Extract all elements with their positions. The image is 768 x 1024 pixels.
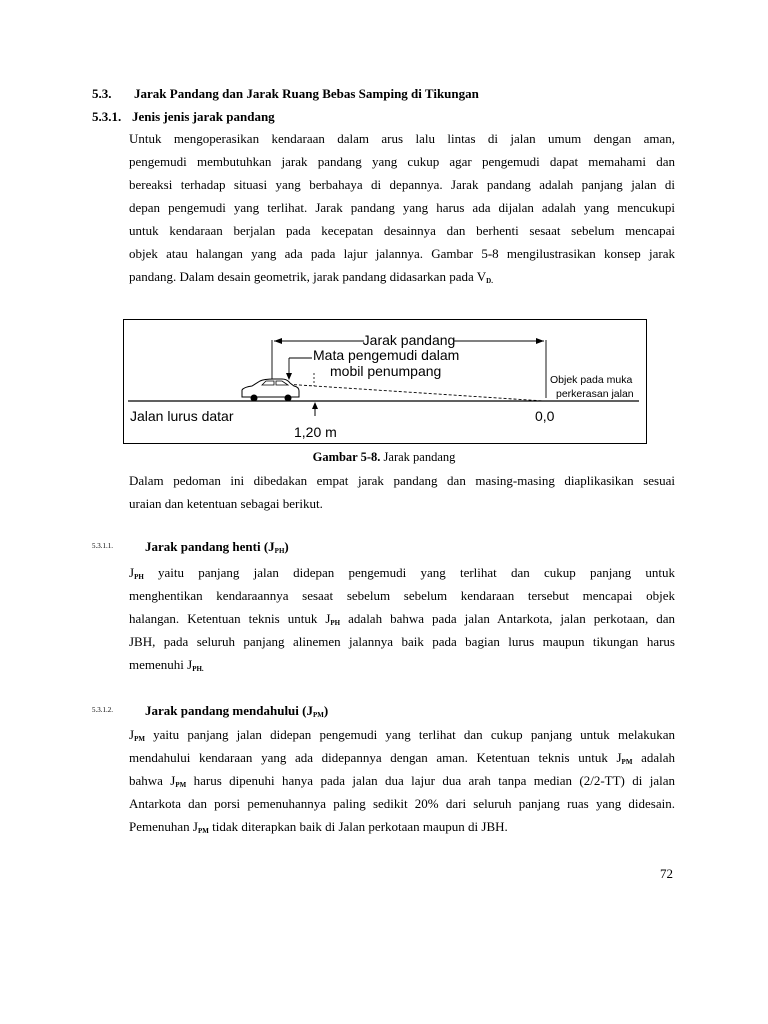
section-title: Jarak Pandang dan Jarak Ruang Bebas Samping di Tikungan [134, 86, 479, 101]
text: bahwa J [129, 773, 176, 788]
paragraph-line [129, 723, 675, 746]
label-jarak-pandang: Jarak pandang [362, 332, 456, 348]
paragraph-line: bereaksi terhadap situasi yang berbahaya di depannya. Jarak pandang adalah panjang jalan di [129, 177, 675, 192]
subsection-number: 5.3.1. [92, 109, 122, 124]
height-arrowhead [312, 402, 318, 409]
subscript: PM [175, 781, 187, 789]
paragraph-line: untuk kendaraan berjalan pada kecepatan desainnya dan berhenti sesaat sebelum mencapai [129, 223, 675, 238]
text: adalah bahwa pada jalan Antarkota, jalan perkotaan, dan [340, 611, 675, 626]
title-text: ) [323, 703, 329, 718]
jpm-paragraph [129, 723, 675, 838]
text: J [129, 565, 135, 580]
title-text: Jarak pandang mendahului (J [145, 703, 313, 718]
paragraph-line: depan pengemudi yang terlihat. Jarak pandang yang harus ada dijalan adalah yang mencukupi [129, 200, 675, 215]
subscript: PH [134, 573, 144, 581]
subscript: PM [134, 735, 145, 743]
page-number: 72 [660, 866, 673, 881]
paragraph-line [129, 769, 675, 792]
section-heading [92, 86, 479, 102]
after-figure-paragraph [129, 469, 675, 515]
text: mendahului kendaraan yang ada didepannya dengan aman. Ketentuan teknis untuk J [129, 750, 622, 765]
text: harus dipenuhi hanya pada jalan dua lajur dua arah tanpa median (2/2-TT) di jalan [186, 773, 676, 788]
arrowhead-left [274, 338, 282, 344]
paragraph-text: pandang. Dalam desain geometrik, jarak pandang didasarkan pada V [129, 269, 487, 284]
intro-paragraph [129, 127, 675, 288]
paragraph-line: Untuk mengoperasikan kendaraan dalam arus lalu lintas di jalan umum dengan aman, [129, 131, 675, 146]
title-text: ) [284, 539, 289, 554]
paragraph-line: objek atau halangan yang ada pada lajur jalannya. Gambar 5-8 mengilustrasikan konsep jarak [129, 246, 675, 261]
paragraph-line: pengemudi membutuhkan jarak pandang yang cukup agar pengemudi dapat memahami dan [129, 154, 675, 169]
sight-distance-diagram [124, 320, 646, 443]
subscript: PM [197, 827, 209, 835]
caption-label: Gambar 5-8. [312, 450, 381, 464]
subsection-title: Jenis jenis jarak pandang [132, 109, 275, 124]
subscript: PH. [192, 665, 204, 673]
arrowhead-right [536, 338, 544, 344]
text: memenuhi J [129, 657, 193, 672]
paragraph-line [129, 265, 675, 288]
text: J [129, 727, 135, 742]
label-zero: 0,0 [535, 408, 555, 424]
subscript: D. [486, 277, 493, 285]
car-icon [242, 379, 299, 402]
subscript: PM [312, 711, 324, 719]
subscript: PM [621, 758, 633, 766]
paragraph-line [129, 607, 675, 630]
label-objek-2: perkerasan jalan [556, 388, 634, 400]
label-height: 1,20 m [294, 424, 337, 440]
label-mata-1: Mata pengemudi dalam [313, 347, 460, 363]
paragraph-line: menghentikan kendaraannya sesaat sebelum sebelum kendaraan tersebut mencapai objek [129, 588, 675, 603]
figure-sight-distance [123, 319, 647, 444]
paragraph-line [129, 815, 675, 838]
subsubsection-title-jpm [145, 703, 328, 719]
paragraph-line [129, 746, 675, 769]
subsubsection-title-jph [145, 539, 289, 555]
text: yaitu panjang jalan didepan pengemudi yang terlihat dan cukup panjang untuk melakukan [144, 727, 675, 742]
section-number: 5.3. [92, 86, 112, 101]
subsubsection-number-jph: 5.3.1.1. [92, 542, 113, 550]
text: tidak diterapkan baik di Jalan perkotaan maupun di JBH. [208, 819, 508, 834]
text: halangan. Ketentuan teknis untuk J [129, 611, 331, 626]
label-objek-1: Objek pada muka [550, 374, 633, 386]
subsubsection-number-jpm: 5.3.1.2. [92, 706, 113, 714]
text: Pemenuhan J [129, 819, 198, 834]
leader-arrow [286, 373, 292, 380]
paragraph-line [129, 561, 675, 584]
paragraph-line: Dalam pedoman ini dibedakan empat jarak pandang dan masing-masing diaplikasikan sesuai [129, 473, 675, 488]
paragraph-line: JBH, pada seluruh panjang alinemen jalannya baik pada bagian lurus maupun tikungan harus [129, 634, 675, 649]
label-jalan: Jalan lurus datar [130, 408, 234, 424]
text: adalah [632, 750, 676, 765]
text: yaitu panjang jalan didepan pengemudi yang terlihat dan cukup panjang untuk [143, 565, 675, 580]
subscript: PH [274, 547, 285, 555]
label-mata-2: mobil penumpang [330, 363, 442, 379]
jph-paragraph [129, 561, 675, 676]
sight-line [284, 384, 544, 401]
paragraph-line [129, 653, 675, 676]
title-text: Jarak pandang henti (J [145, 539, 275, 554]
subsection-heading [92, 109, 275, 125]
paragraph-line: uraian dan ketentuan sebagai berikut. [129, 496, 323, 511]
figure-caption [0, 450, 768, 465]
subscript: PH [330, 619, 341, 627]
caption-text: Jarak pandang [380, 450, 456, 464]
paragraph-line: Antarkota dan porsi pemenuhannya paling sedikit 20% dari seluruh panjang ruas yang didesain. [129, 796, 675, 811]
